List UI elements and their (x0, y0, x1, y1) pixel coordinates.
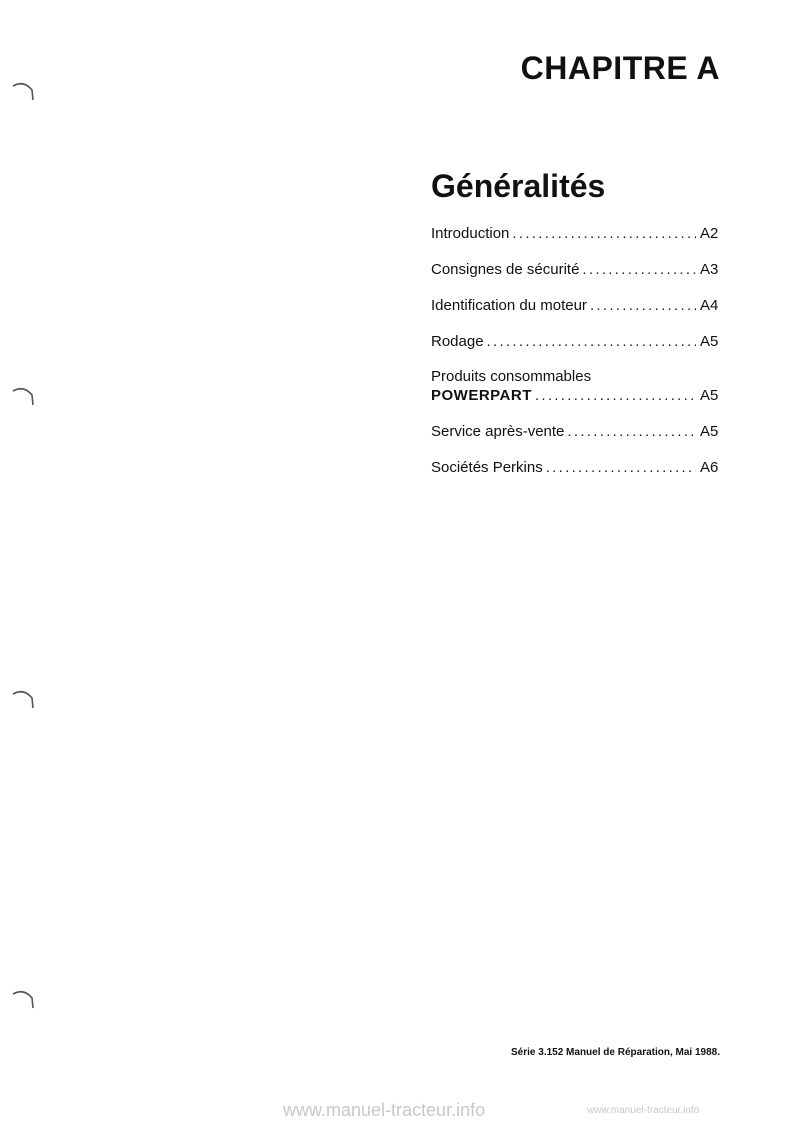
toc-entry-label: Sociétés Perkins (431, 459, 543, 476)
toc-entry-page: A5 (700, 333, 719, 350)
binder-hole-mark-icon (10, 385, 36, 407)
toc-entry-label: Identification du moteur (431, 297, 587, 314)
toc-entry[interactable] (431, 296, 722, 316)
toc-entry-label: Introduction (431, 225, 510, 242)
watermark-large: www.manuel-tracteur.info (283, 1100, 486, 1120)
binder-hole-mark-icon (10, 80, 36, 102)
toc-entry[interactable] (431, 332, 722, 352)
toc-entry-page: A5 (700, 423, 719, 440)
toc-entry-page: A4 (700, 297, 719, 314)
toc-entry-label: Consignes de sécurité (431, 261, 580, 278)
toc-entry[interactable] (431, 260, 722, 280)
binder-hole-mark-icon (10, 988, 36, 1010)
watermark-small: www.manuel-tracteur.info (587, 1105, 700, 1116)
toc-entry-label: Service après-vente (431, 423, 565, 440)
footer-publication-note: Série 3.152 Manuel de Réparation, Mai 1988. (511, 1047, 720, 1058)
chapter-title: CHAPITRE A (520, 50, 720, 86)
binder-hole-mark-icon (10, 688, 36, 710)
toc-leader-dots (487, 332, 696, 352)
toc-leader-dots (546, 458, 696, 478)
toc-leader-dots (582, 260, 696, 280)
toc-leader-dots (512, 224, 696, 244)
toc-entry-page: A5 (700, 387, 719, 404)
toc-leader-dots (590, 296, 696, 316)
toc-entry-label: Rodage (431, 333, 484, 350)
toc-entry-page: A6 (700, 459, 719, 476)
toc-entry-label-brand: POWERPART (431, 387, 532, 404)
toc-entry[interactable] (431, 422, 722, 442)
toc-entry-page: A2 (700, 225, 719, 242)
section-title: Généralités (431, 168, 606, 204)
toc-leader-dots (567, 422, 696, 442)
toc-entry[interactable] (431, 224, 722, 244)
toc-leader-dots (535, 386, 696, 406)
table-of-contents (431, 224, 722, 494)
toc-entry[interactable] (431, 458, 722, 478)
toc-entry-label: Produits consommables (431, 368, 592, 385)
toc-entry-page: A3 (700, 261, 719, 278)
toc-entry[interactable] (431, 368, 722, 406)
